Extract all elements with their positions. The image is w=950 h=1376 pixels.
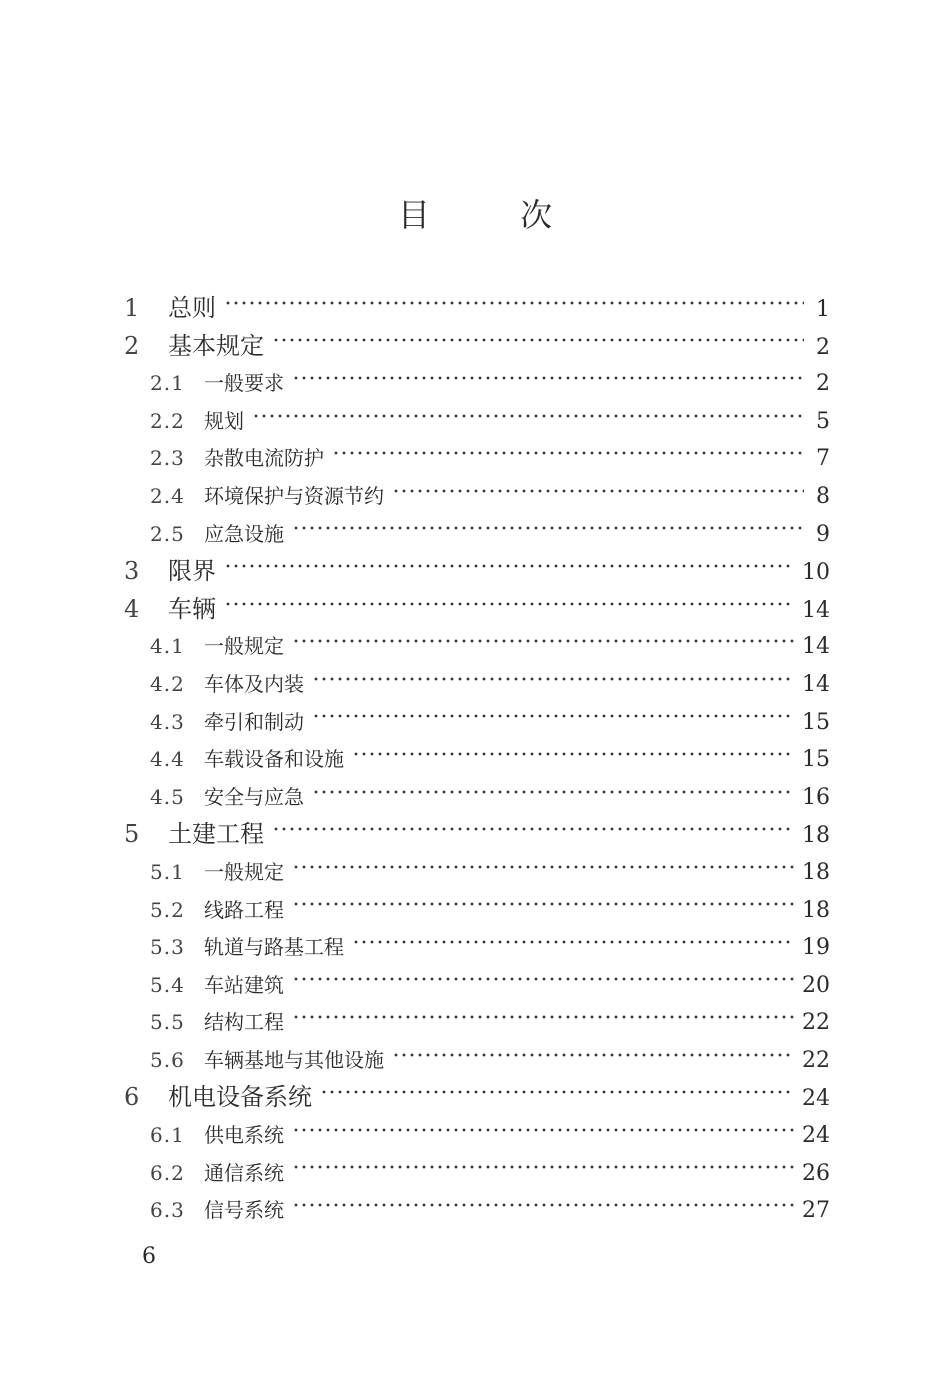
- dot-leader: [292, 864, 794, 870]
- dot-leader: [312, 676, 794, 682]
- toc-entry[interactable]: [120, 1004, 830, 1042]
- toc-entry-label: 牵引和制动: [204, 709, 304, 734]
- toc-entry-number: 6.3: [150, 1198, 185, 1223]
- toc-entry-page: 26: [802, 1160, 830, 1186]
- toc-entry-number: 5.5: [150, 1010, 185, 1035]
- dot-leader: [224, 300, 804, 306]
- toc-entry-page: 2: [816, 371, 830, 397]
- toc-entry-page: 8: [816, 483, 830, 509]
- toc-entry[interactable]: [120, 1117, 830, 1155]
- toc-entry-page: 20: [802, 972, 830, 998]
- dot-leader: [292, 1164, 794, 1170]
- toc-entry[interactable]: [120, 365, 830, 403]
- toc-entry-page: 16: [802, 784, 830, 810]
- toc-entry-page: 19: [802, 935, 830, 961]
- toc-entry-label: 一般规定: [204, 634, 284, 659]
- toc-entry[interactable]: [120, 929, 830, 967]
- table-of-contents: [120, 290, 830, 1230]
- dot-leader: [292, 1014, 794, 1020]
- toc-entry[interactable]: [120, 290, 830, 328]
- page-number: 6: [142, 1244, 156, 1269]
- toc-entry-number: 2: [124, 331, 140, 360]
- toc-entry-label: 结构工程: [204, 1010, 284, 1035]
- toc-entry[interactable]: [120, 967, 830, 1005]
- dot-leader: [272, 337, 804, 343]
- dot-leader: [352, 751, 794, 757]
- toc-entry-label: 规划: [204, 408, 244, 433]
- toc-entry-number: 6.2: [150, 1160, 185, 1185]
- toc-entry-label: 环境保护与资源节约: [204, 483, 384, 508]
- toc-entry-number: 5.3: [150, 935, 185, 960]
- toc-entry-number: 5.1: [150, 859, 185, 884]
- dot-leader: [332, 450, 804, 456]
- toc-entry-number: 4.4: [150, 747, 185, 772]
- dot-leader: [352, 939, 794, 945]
- toc-entry[interactable]: [120, 553, 830, 591]
- toc-entry-number: 6.1: [150, 1123, 185, 1148]
- toc-entry[interactable]: [120, 741, 830, 779]
- toc-entry-page: 24: [802, 1123, 830, 1149]
- toc-entry-page: 18: [802, 859, 830, 885]
- toc-entry-number: 2.1: [150, 371, 185, 396]
- toc-entry-number: 2.5: [150, 521, 185, 546]
- title-char-1: 目: [397, 196, 430, 234]
- toc-entry-page: 27: [802, 1198, 830, 1224]
- toc-entry-page: 14: [802, 671, 830, 697]
- toc-entry-label: 限界: [168, 557, 216, 586]
- toc-entry[interactable]: [120, 403, 830, 441]
- toc-entry-label: 通信系统: [204, 1160, 284, 1185]
- toc-entry-label: 车辆: [168, 594, 216, 623]
- toc-entry[interactable]: [120, 1042, 830, 1080]
- toc-entry-label: 车体及内装: [204, 671, 304, 696]
- toc-entry-label: 应急设施: [204, 521, 284, 546]
- dot-leader: [392, 488, 804, 494]
- toc-entry[interactable]: [120, 478, 830, 516]
- toc-entry-number: 4.5: [150, 784, 185, 809]
- dot-leader: [292, 901, 794, 907]
- toc-entry-label: 车辆基地与其他设施: [204, 1047, 384, 1072]
- toc-entry-page: 18: [802, 823, 830, 849]
- title-char-2: 次: [520, 196, 553, 234]
- toc-entry-label: 机电设备系统: [168, 1083, 312, 1112]
- toc-entry-label: 线路工程: [204, 897, 284, 922]
- dot-leader: [272, 826, 794, 832]
- dot-leader: [252, 413, 804, 419]
- toc-entry[interactable]: [120, 516, 830, 554]
- dot-leader: [292, 1127, 794, 1133]
- toc-entry-label: 杂散电流防护: [204, 446, 324, 471]
- toc-entry[interactable]: [120, 628, 830, 666]
- toc-entry-number: 4.1: [150, 634, 185, 659]
- toc-entry-page: 15: [802, 747, 830, 773]
- toc-entry-number: 5: [124, 820, 140, 849]
- toc-entry-label: 基本规定: [168, 331, 264, 360]
- toc-entry-number: 4.2: [150, 671, 185, 696]
- toc-entry-number: 4.3: [150, 709, 185, 734]
- toc-entry-label: 一般规定: [204, 859, 284, 884]
- toc-entry-label: 车站建筑: [204, 972, 284, 997]
- toc-entry[interactable]: [120, 816, 830, 854]
- dot-leader: [392, 1052, 794, 1058]
- toc-entry-page: 22: [802, 1047, 830, 1073]
- dot-leader: [292, 1202, 794, 1208]
- dot-leader: [292, 375, 804, 381]
- toc-entry-label: 轨道与路基工程: [204, 935, 344, 960]
- toc-entry-number: 3: [124, 557, 140, 586]
- toc-entry-page: 5: [816, 408, 830, 434]
- toc-entry-number: 5.4: [150, 972, 185, 997]
- toc-entry[interactable]: [120, 440, 830, 478]
- toc-entry-label: 一般要求: [204, 371, 284, 396]
- toc-entry-label: 安全与应急: [204, 784, 304, 809]
- toc-entry[interactable]: [120, 779, 830, 817]
- toc-entry-label: 土建工程: [168, 820, 264, 849]
- toc-entry-label: 车载设备和设施: [204, 747, 344, 772]
- toc-entry-number: 2.3: [150, 446, 185, 471]
- toc-entry[interactable]: [120, 1079, 830, 1117]
- toc-entry[interactable]: [120, 1192, 830, 1230]
- dot-leader: [312, 713, 794, 719]
- toc-entry-label: 供电系统: [204, 1123, 284, 1148]
- toc-entry-number: 2.4: [150, 483, 185, 508]
- dot-leader: [224, 563, 794, 569]
- toc-entry-number: 5.6: [150, 1047, 185, 1072]
- toc-entry-number: 1: [124, 294, 140, 322]
- toc-entry-page: 10: [802, 560, 830, 586]
- toc-entry-number: 5.2: [150, 897, 185, 922]
- dot-leader: [312, 789, 794, 795]
- page-title: [0, 190, 950, 236]
- dot-leader: [224, 601, 794, 607]
- toc-entry[interactable]: [120, 591, 830, 629]
- toc-entry-number: 2.2: [150, 408, 185, 433]
- toc-entry[interactable]: [120, 854, 830, 892]
- toc-entry[interactable]: [120, 704, 830, 742]
- toc-entry-number: 4: [124, 594, 140, 623]
- toc-entry-page: 18: [802, 897, 830, 923]
- toc-entry-page: 9: [816, 521, 830, 547]
- toc-entry-label: 总则: [168, 294, 216, 322]
- toc-entry-page: 15: [802, 709, 830, 735]
- dot-leader: [292, 976, 794, 982]
- toc-entry-page: 2: [816, 334, 830, 360]
- toc-entry-label: 信号系统: [204, 1198, 284, 1223]
- toc-entry[interactable]: [120, 1155, 830, 1193]
- toc-entry-page: 1: [816, 297, 830, 322]
- dot-leader: [292, 638, 794, 644]
- toc-entry-page: 14: [802, 634, 830, 660]
- toc-entry-page: 24: [802, 1086, 830, 1112]
- toc-entry[interactable]: [120, 328, 830, 366]
- toc-entry[interactable]: [120, 892, 830, 930]
- dot-leader: [292, 525, 804, 531]
- toc-entry-number: 6: [124, 1083, 140, 1112]
- toc-entry[interactable]: [120, 666, 830, 704]
- dot-leader: [320, 1089, 794, 1095]
- toc-entry-page: 14: [802, 597, 830, 623]
- toc-entry-page: 22: [802, 1010, 830, 1036]
- toc-entry-page: 7: [816, 446, 830, 472]
